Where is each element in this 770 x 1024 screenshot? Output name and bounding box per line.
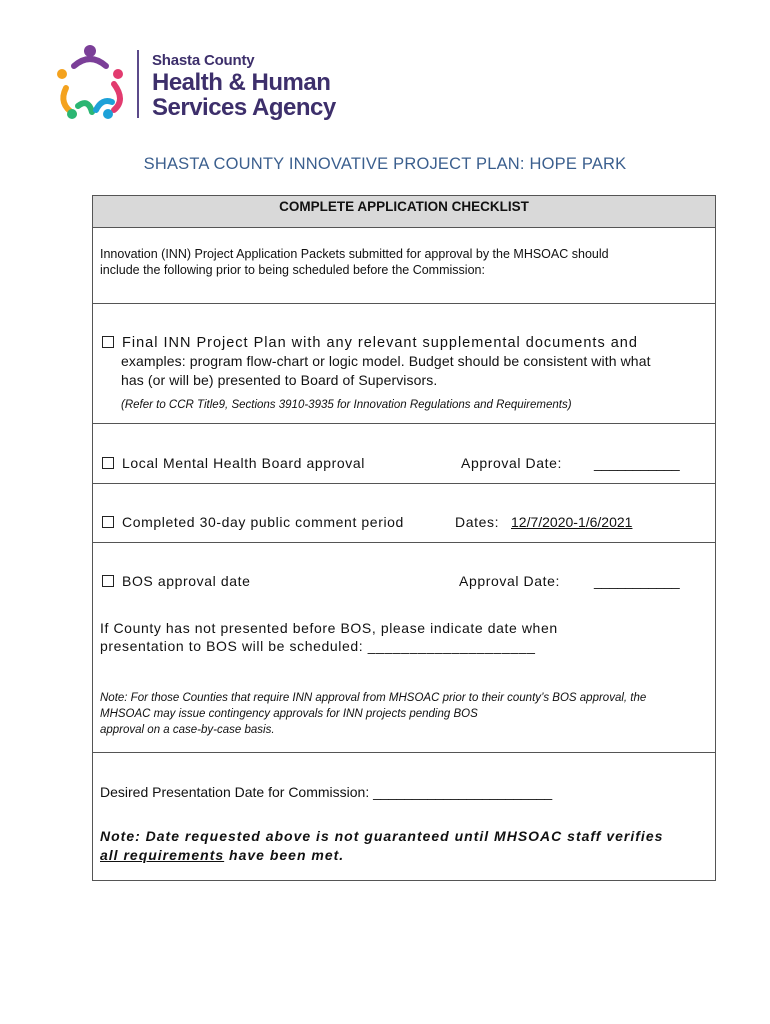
item1-row [102, 334, 638, 352]
intro-line1: Innovation (INN) Project Application Packets submitted for approval by the MHSOAC should [100, 247, 609, 261]
item2-checkbox[interactable] [102, 457, 114, 469]
item4-date-label: Approval Date: [459, 573, 561, 589]
logo-arc-blue [96, 101, 112, 110]
bos-line1: If County has not presented before BOS, please indicate date when [100, 620, 558, 636]
logo-arc-green [78, 103, 92, 112]
item3-date-label: Dates: [455, 514, 500, 530]
divider [93, 483, 715, 484]
logo-dot-purple [84, 45, 96, 57]
item4-date-value[interactable]: ___________ [594, 573, 680, 589]
item2-row [102, 454, 365, 472]
note-line3: approval on a case-by-case basis. [100, 724, 275, 736]
bos-line2[interactable]: presentation to BOS will be scheduled: ____________________ [100, 638, 536, 654]
item2-date-value[interactable]: ___________ [594, 455, 680, 471]
final-note-line2 [100, 846, 344, 864]
logo-dot-blue [103, 109, 113, 119]
logo-dot-green [67, 109, 77, 119]
final-note-rest: have been met. [224, 847, 345, 863]
final-note-line1: Note: Date requested above is not guaranteed until MHSOAC staff verifies [100, 828, 664, 844]
logo-dot-red [113, 69, 123, 79]
divider [93, 303, 715, 304]
item1-note: (Refer to CCR Title9, Sections 3910-3935 for Innovation Regulations and Requirements) [121, 399, 572, 411]
checklist-box [92, 195, 716, 881]
item1-line1: Final INN Project Plan with any relevant supplemental documents and [122, 335, 638, 351]
logo-arc-purple [74, 59, 106, 66]
item1-line3: has (or will be) presented to Board of Supervisors. [121, 372, 438, 388]
item2-date-label: Approval Date: [461, 455, 563, 471]
item2-label: Local Mental Health Board approval [122, 455, 365, 471]
logo-dot-orange [57, 69, 67, 79]
page-title: SHASTA COUNTY INNOVATIVE PROJECT PLAN: HOPE PARK [143, 155, 627, 173]
checklist-heading: COMPLETE APPLICATION CHECKLIST [93, 196, 715, 228]
org-name-line2: Health & Human [152, 69, 331, 96]
org-name-large [152, 70, 336, 120]
item1-checkbox[interactable] [102, 336, 114, 348]
logo-divider [137, 50, 139, 118]
note-line2: MHSOAC may issue contingency approvals for INN projects pending BOS [100, 708, 478, 720]
item4-row [102, 572, 251, 590]
item3-row [102, 513, 404, 531]
item4-checkbox[interactable] [102, 575, 114, 587]
desired-date-field[interactable]: Desired Presentation Date for Commission: _______________________ [100, 784, 553, 800]
note-line1: Note: For those Counties that require INN approval from MHSOAC prior to their county’s BOS approval, the [100, 692, 647, 704]
divider [93, 752, 715, 753]
divider [93, 423, 715, 424]
item3-label: Completed 30-day public comment period [122, 514, 404, 530]
logo-arc-red [114, 84, 120, 110]
divider [93, 542, 715, 543]
item4-label: BOS approval date [122, 573, 251, 589]
final-note-underlined: all requirements [100, 847, 225, 863]
org-name-small: Shasta County [152, 52, 255, 69]
item1-line2: examples: program flow-chart or logic model. Budget should be consistent with what [121, 353, 651, 369]
org-name-line3: Services Agency [152, 94, 336, 121]
intro-line2: include the following prior to being scheduled before the Commission: [100, 263, 485, 277]
item3-checkbox[interactable] [102, 516, 114, 528]
item3-date-value[interactable]: 12/7/2020-1/6/2021 [511, 514, 633, 530]
